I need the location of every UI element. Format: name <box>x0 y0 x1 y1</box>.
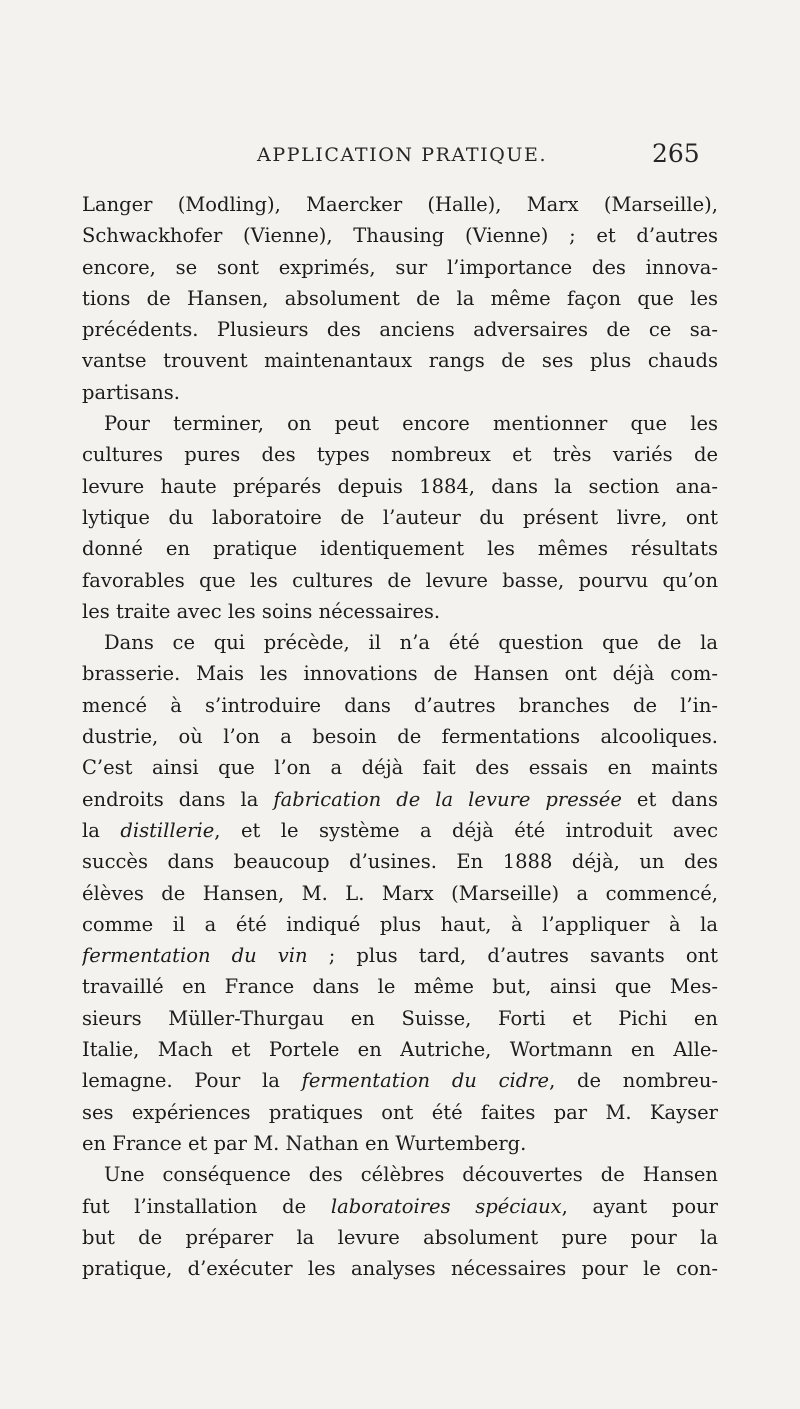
text-line: élèves de Hansen, M. L. Marx (Marseille) a commencé, <box>82 881 718 905</box>
text-line: cultures pures des types nombreux et très variés de <box>82 443 718 467</box>
text-line <box>82 784 718 815</box>
text-run: , de nombreu- <box>549 1069 718 1093</box>
running-title: APPLICATION PRATIQUE. <box>257 144 548 166</box>
text-run: lemagne. Pour la <box>82 1069 302 1093</box>
text-line: brasserie. Mais les innovations de Hansen ont déjà com- <box>82 662 718 686</box>
text-run: et dans <box>621 787 718 811</box>
body-text <box>82 189 718 1284</box>
text-line: sieurs Müller-Thurgau en Suisse, Forti et Pichi en <box>82 1006 718 1030</box>
italic-run: fermentation du vin <box>82 944 308 968</box>
text-run: endroits dans la <box>82 787 274 811</box>
text-line: but de préparer la levure absolument pure pour la <box>82 1225 718 1249</box>
text-line: favorables que les cultures de levure basse, pourvu qu’on <box>82 568 718 592</box>
text-line: succès dans beaucoup d’usines. En 1888 déjà, un des <box>82 850 718 874</box>
text-line: Schwackhofer (Vienne), Thausing (Vienne) ; et d’autres <box>82 224 718 248</box>
text-line <box>82 940 718 971</box>
text-line <box>82 1065 718 1096</box>
text-line <box>82 815 718 846</box>
text-line: Une conséquence des célèbres découvertes de Hansen <box>104 1163 718 1187</box>
text-line <box>82 1191 718 1222</box>
text-line: Pour terminer, on peut encore mentionner que les <box>104 412 718 436</box>
text-run: la <box>82 818 121 842</box>
text-line: mencé à s’introduire dans d’autres branches de l’in- <box>82 693 718 717</box>
text-line: lytique du laboratoire de l’auteur du présent livre, ont <box>82 505 718 529</box>
text-line: partisans. <box>82 380 180 404</box>
text-line: levure haute préparés depuis 1884, dans la section ana- <box>82 474 718 498</box>
italic-run: fabrication de la levure pressée <box>273 787 622 811</box>
text-run: , et le système a déjà été introduit avec <box>214 818 718 842</box>
text-line: comme il a été indiqué plus haut, à l’appliquer à la <box>82 912 718 936</box>
text-line: pratique, d’exécuter les analyses nécessaires pour le con- <box>82 1257 718 1281</box>
text-line: vantse trouvent maintenantaux rangs de ses plus chauds <box>82 349 718 373</box>
text-run: , ayant pour <box>561 1194 718 1218</box>
text-line: ses expériences pratiques ont été faites par M. Kayser <box>82 1100 718 1124</box>
text-line: travaillé en France dans le même but, ainsi que Mes- <box>82 975 718 999</box>
text-run: fut l’installation de <box>82 1194 331 1218</box>
text-line: encore, se sont exprimés, sur l’importance des innova- <box>82 255 718 279</box>
text-line: C’est ainsi que l’on a déjà fait des essais en maints <box>82 756 718 780</box>
page-number: 265 <box>652 139 700 168</box>
italic-run: laboratoires spéciaux <box>330 1194 562 1218</box>
page-header <box>0 139 800 174</box>
italic-run: fermentation du cidre <box>301 1069 550 1093</box>
text-line: Italie, Mach et Portele en Autriche, Wortmann en Alle- <box>82 1038 718 1062</box>
text-line: tions de Hansen, absolument de la même façon que les <box>82 286 718 310</box>
italic-run: distillerie <box>120 818 215 842</box>
text-line: Dans ce qui précède, il n’a été question que de la <box>104 631 718 655</box>
text-line: donné en pratique identiquement les mêmes résultats <box>82 537 718 561</box>
text-line: en France et par M. Nathan en Wurtemberg. <box>82 1131 527 1155</box>
text-run: ; plus tard, d’autres savants ont <box>307 944 718 968</box>
text-line: Langer (Modling), Maercker (Halle), Marx (Marseille), <box>82 193 718 216</box>
text-line: les traite avec les soins nécessaires. <box>82 599 441 623</box>
text-line: précédents. Plusieurs des anciens adversaires de ce sa- <box>82 318 718 342</box>
text-line: dustrie, où l’on a besoin de fermentations alcooliques. <box>82 725 718 749</box>
